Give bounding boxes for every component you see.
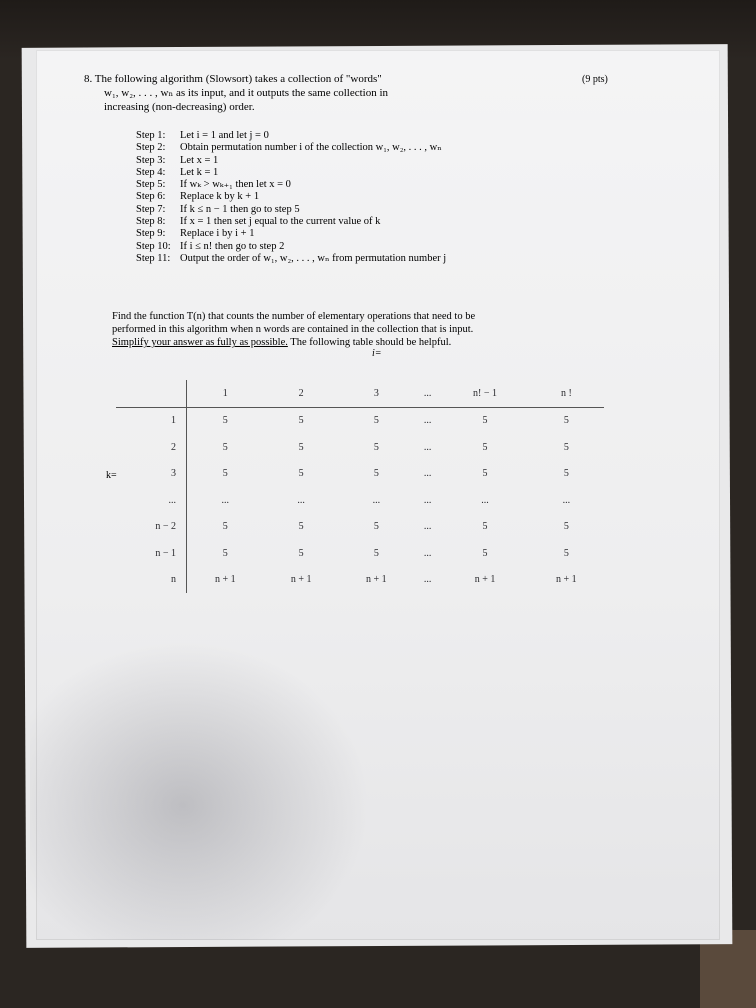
- table-cell: 5: [298, 521, 304, 533]
- table-cell: ...: [423, 574, 432, 586]
- table-cell: ...: [372, 494, 381, 506]
- algorithm-step: [136, 155, 556, 167]
- row-header: 1: [116, 407, 187, 434]
- table-cell: 5: [563, 415, 569, 427]
- table-cell: 5: [373, 415, 379, 427]
- table-cell: 5: [482, 468, 488, 480]
- step-text: Output the order of w₁, w₂, . . . , wₙ from permutation number j: [180, 252, 447, 264]
- column-header: 1: [187, 380, 264, 407]
- table-cell: 5: [563, 521, 569, 533]
- question-text: [112, 310, 552, 350]
- k-label: k=: [106, 470, 117, 481]
- table-row: [116, 567, 604, 594]
- step-text: Replace i by i + 1: [180, 228, 255, 240]
- column-header: 2: [264, 380, 339, 407]
- algorithm-step: [136, 241, 556, 253]
- operations-table: [116, 380, 604, 593]
- row-header: ...: [116, 487, 187, 514]
- table-row: [116, 434, 604, 461]
- step-label: Step 11:: [136, 252, 171, 264]
- step-text: If wₖ > wₖ₊₁ then let x = 0: [180, 179, 291, 191]
- step-text: Replace k by k + 1: [180, 191, 260, 203]
- table-cell: ...: [423, 415, 432, 427]
- step-text: If k ≤ n − 1 then go to step 5: [180, 203, 300, 215]
- table-cell: 5: [482, 415, 488, 427]
- table-cell: 5: [373, 468, 379, 480]
- table-cell: 5: [373, 441, 379, 453]
- step-label: Step 6:: [136, 191, 166, 203]
- i-label: i=: [372, 348, 382, 359]
- algorithm-steps: [136, 130, 556, 265]
- points-label: (9 pts): [582, 74, 608, 85]
- table-cell: 5: [222, 441, 228, 453]
- question-line-3: [112, 336, 552, 349]
- algorithm-step: [136, 228, 556, 240]
- table-cell: 5: [298, 415, 304, 427]
- table-cell: n + 1: [214, 574, 236, 586]
- table-cell: ...: [423, 521, 432, 533]
- column-header: ...: [414, 380, 441, 407]
- table-cell: ...: [297, 494, 305, 506]
- question-tail: The following table should be helpful.: [287, 337, 452, 349]
- table-cell: ...: [423, 494, 432, 506]
- step-text: If i ≤ n! then go to step 2: [180, 240, 285, 252]
- algorithm-step: [136, 253, 556, 265]
- table-cell: ...: [221, 494, 230, 506]
- problem-line-2: w₁, w₂, . . . , wₙ as its input, and it outputs the same collection in: [104, 87, 389, 99]
- step-label: Step 4:: [136, 166, 166, 178]
- problem-line-3: increasing (non-decreasing) order.: [104, 101, 255, 113]
- algorithm-step: [136, 191, 556, 203]
- table-cell: 5: [482, 547, 488, 559]
- column-header: n! − 1: [441, 380, 528, 407]
- table-cell: ...: [423, 441, 432, 453]
- table-cell: 5: [373, 547, 379, 559]
- column-header: n !: [529, 380, 604, 407]
- table-cell: 5: [222, 547, 228, 559]
- algorithm-step: [136, 216, 556, 228]
- table-corner: [116, 380, 187, 407]
- step-label: Step 8:: [136, 216, 166, 228]
- table-cell: ...: [423, 547, 432, 559]
- step-label: Step 9:: [136, 228, 166, 240]
- question-underlined: Simplify your answer as fully as possible.: [112, 337, 288, 349]
- row-header: n − 2: [116, 514, 187, 541]
- table-cell: ...: [481, 494, 489, 506]
- question-line-2: performed in this algorithm when n words are contained in the collection that is input.: [112, 324, 474, 336]
- step-text: If x = 1 then set j equal to the current value of k: [180, 216, 381, 228]
- table-cell: ...: [423, 468, 432, 480]
- question-line-1: Find the function T(n) that counts the number of elementary operations that need to be: [112, 311, 476, 322]
- table-cell: ...: [562, 494, 571, 506]
- table-cell: 5: [222, 415, 228, 427]
- algorithm-step: [136, 167, 556, 179]
- table-cell: 5: [222, 468, 228, 480]
- table-cell: n + 1: [366, 574, 387, 586]
- table-row: [116, 514, 604, 541]
- step-text: Let k = 1: [180, 166, 219, 178]
- table-cell: 5: [563, 468, 569, 480]
- table-cell: 5: [298, 468, 304, 480]
- table-cell: 5: [373, 521, 379, 533]
- step-text: Let i = 1 and let j = 0: [180, 130, 269, 141]
- column-header: 3: [339, 380, 414, 407]
- table-cell: n + 1: [556, 574, 577, 586]
- step-label: Step 3:: [136, 154, 166, 166]
- table-cell: 5: [563, 547, 569, 559]
- table-row: [116, 407, 604, 434]
- problem-intro: 8. The following algorithm (Slowsort) takes a collection of "words": [84, 73, 382, 85]
- step-text: Obtain permutation number i of the collection w₁, w₂, . . . , wₙ: [180, 142, 442, 154]
- table-cell: 5: [222, 521, 228, 533]
- algorithm-step: [136, 179, 556, 191]
- table-cell: n + 1: [290, 574, 312, 586]
- row-header: 3: [116, 461, 187, 488]
- table-header-row: [116, 380, 604, 407]
- table-row: [116, 487, 604, 514]
- problem-statement: [84, 72, 464, 114]
- table-cell: 5: [563, 441, 569, 453]
- table-cell: 5: [298, 441, 304, 453]
- step-label: Step 7:: [136, 203, 166, 215]
- algorithm-step: [136, 130, 556, 142]
- algorithm-step: [136, 142, 556, 154]
- step-label: Step 10:: [136, 240, 171, 252]
- step-label: Step 5:: [136, 179, 166, 191]
- algorithm-step: [136, 204, 556, 216]
- step-text: Let x = 1: [180, 154, 219, 166]
- table-cell: 5: [482, 521, 488, 533]
- row-header: 2: [116, 434, 187, 461]
- row-header: n: [116, 567, 187, 594]
- table-row: [116, 540, 604, 567]
- table-cell: 5: [298, 547, 304, 559]
- table-cell: 5: [482, 441, 488, 453]
- row-header: n − 1: [116, 540, 187, 567]
- step-label: Step 1:: [136, 130, 166, 141]
- table-row: [116, 461, 604, 488]
- table-cell: n + 1: [474, 574, 496, 586]
- step-label: Step 2:: [136, 142, 166, 154]
